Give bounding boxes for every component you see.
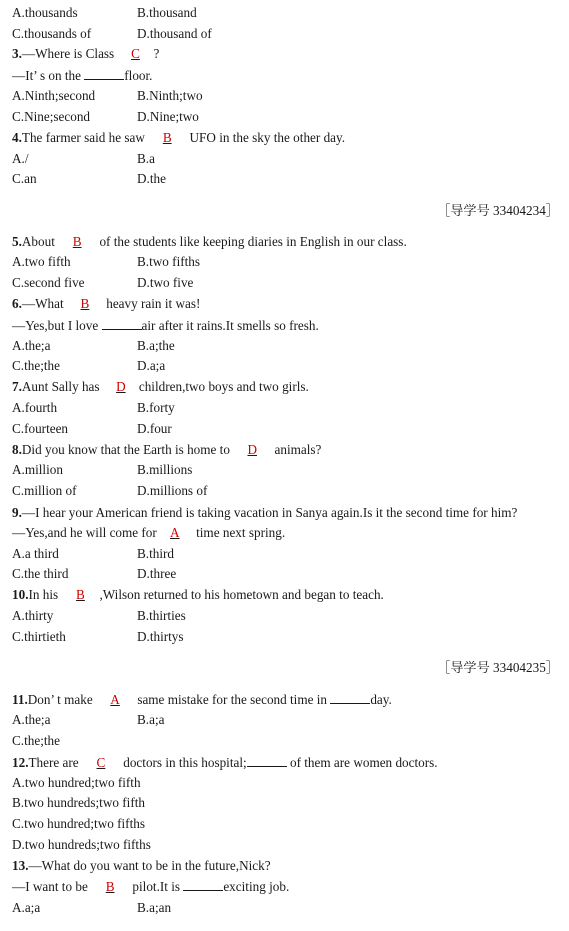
q12-option-c: C.two hundred;two fifths	[12, 816, 145, 831]
q9-answer: A	[170, 525, 180, 540]
q10-option-d: D.thirtys	[137, 629, 184, 644]
q7-answer: D	[116, 379, 126, 394]
q6-option-b: B.a;the	[137, 338, 175, 353]
q5-answer: B	[72, 234, 82, 249]
q13-answer: B	[105, 879, 115, 894]
q8-option-d: D.millions of	[137, 483, 208, 498]
q13-option-b: B.a;an	[137, 900, 172, 915]
blank	[330, 691, 370, 704]
q3-stem-reply: —It’ s on the floor.	[12, 68, 153, 83]
q8-option-c: C.million of	[12, 483, 77, 498]
q2-option-d: D.thousand of	[137, 26, 212, 41]
q10-option-b: B.thirties	[137, 608, 186, 623]
reference-number: ［导学号 33404235］	[437, 660, 559, 675]
q10-option-a: A.thirty	[12, 608, 54, 623]
q9-option-d: D.three	[137, 566, 177, 581]
q7-number: 7.	[12, 379, 22, 394]
q9-stem: 9.—I hear your American friend is taking vacation in Sanya again.Is it the second time for him?	[12, 505, 518, 520]
q2-option-b: B.thousand	[137, 5, 197, 20]
q12-option-b: B.two hundreds;two fifth	[12, 795, 145, 810]
q8-option-a: A.million	[12, 462, 63, 477]
q12-number: 12.	[12, 755, 29, 770]
q11-stem: 11.Don’ t make A same mistake for the second time in day.	[12, 692, 392, 707]
q8-answer: D	[247, 442, 257, 457]
q8-stem: 8.Did you know that the Earth is home to D animals?	[12, 442, 322, 457]
q6-option-c: C.the;the	[12, 358, 60, 373]
q6-stem-reply: —Yes,but I love air after it rains.It smells so fresh.	[12, 318, 319, 333]
q4-option-b: B.a	[137, 151, 155, 166]
q9-number: 9.	[12, 505, 22, 520]
q4-stem: 4.The farmer said he saw B UFO in the sky the other day.	[12, 130, 346, 145]
q6-option-d: D.a;a	[137, 358, 166, 373]
q13-option-a: A.a;a	[12, 900, 41, 915]
q9-option-b: B.third	[137, 546, 174, 561]
q13-stem: 13.—What do you want to be in the future,Nick?	[12, 858, 271, 873]
q2-option-a: A.thousands	[12, 5, 78, 20]
q4-number: 4.	[12, 130, 22, 145]
q13-number: 13.	[12, 858, 29, 873]
q6-stem: 6.—What B heavy rain it was!	[12, 296, 201, 311]
q3-answer: C	[131, 46, 140, 61]
q11-option-b: B.a;a	[137, 712, 165, 727]
q12-option-a: A.two hundred;two fifth	[12, 775, 141, 790]
q8-number: 8.	[12, 442, 22, 457]
blank	[102, 317, 142, 330]
q9-option-a: A.a third	[12, 546, 59, 561]
blank	[247, 754, 287, 767]
q6-option-a: A.the;a	[12, 338, 51, 353]
q5-option-d: D.two five	[137, 275, 194, 290]
blank	[183, 878, 223, 891]
q4-answer: B	[162, 130, 172, 145]
q7-stem: 7.Aunt Sally has D children,two boys and two girls.	[12, 379, 309, 394]
q11-option-a: A.the;a	[12, 712, 51, 727]
q7-option-d: D.four	[137, 421, 172, 436]
q4-option-c: C.an	[12, 171, 37, 186]
q10-number: 10.	[12, 587, 29, 602]
q5-option-a: A.two fifth	[12, 254, 71, 269]
q6-number: 6.	[12, 296, 22, 311]
q3-option-d: D.Nine;two	[137, 109, 199, 124]
q12-answer: C	[96, 755, 106, 770]
q10-stem: 10.In his B ,Wilson returned to his hometown and began to teach.	[12, 587, 384, 602]
q3-option-b: B.Ninth;two	[137, 88, 203, 103]
q13-stem-reply: —I want to be B pilot.It is exciting job.	[12, 879, 290, 894]
q5-stem: 5.About B of the students like keeping diaries in English in our class.	[12, 234, 407, 249]
q11-number: 11.	[12, 692, 28, 707]
q2-option-c: C.thousands of	[12, 26, 92, 41]
blank	[84, 67, 124, 80]
q7-option-b: B.forty	[137, 400, 175, 415]
q10-answer: B	[76, 587, 85, 602]
q11-answer: A	[110, 692, 120, 707]
q11-option-c: C.the;the	[12, 733, 60, 748]
q3-stem: 3.—Where is Class C ?	[12, 46, 160, 61]
q4-option-a: A./	[12, 151, 29, 166]
q3-option-a: A.Ninth;second	[12, 88, 96, 103]
q12-stem: 12.There are C doctors in this hospital; of them are women doctors.	[12, 755, 438, 770]
q3-option-c: C.Nine;second	[12, 109, 91, 124]
q10-option-c: C.thirtieth	[12, 629, 66, 644]
q7-option-c: C.fourteen	[12, 421, 69, 436]
q9-option-c: C.the third	[12, 566, 69, 581]
q9-stem-reply: —Yes,and he will come for A time next spring.	[12, 525, 286, 540]
q5-number: 5.	[12, 234, 22, 249]
q12-option-d: D.two hundreds;two fifths	[12, 837, 151, 852]
q8-option-b: B.millions	[137, 462, 193, 477]
reference-number: ［导学号 33404234］	[437, 203, 559, 218]
q5-option-c: C.second five	[12, 275, 85, 290]
q6-answer: B	[80, 296, 90, 311]
q7-option-a: A.fourth	[12, 400, 58, 415]
q4-option-d: D.the	[137, 171, 166, 186]
q5-option-b: B.two fifths	[137, 254, 201, 269]
q3-number: 3.	[12, 46, 22, 61]
